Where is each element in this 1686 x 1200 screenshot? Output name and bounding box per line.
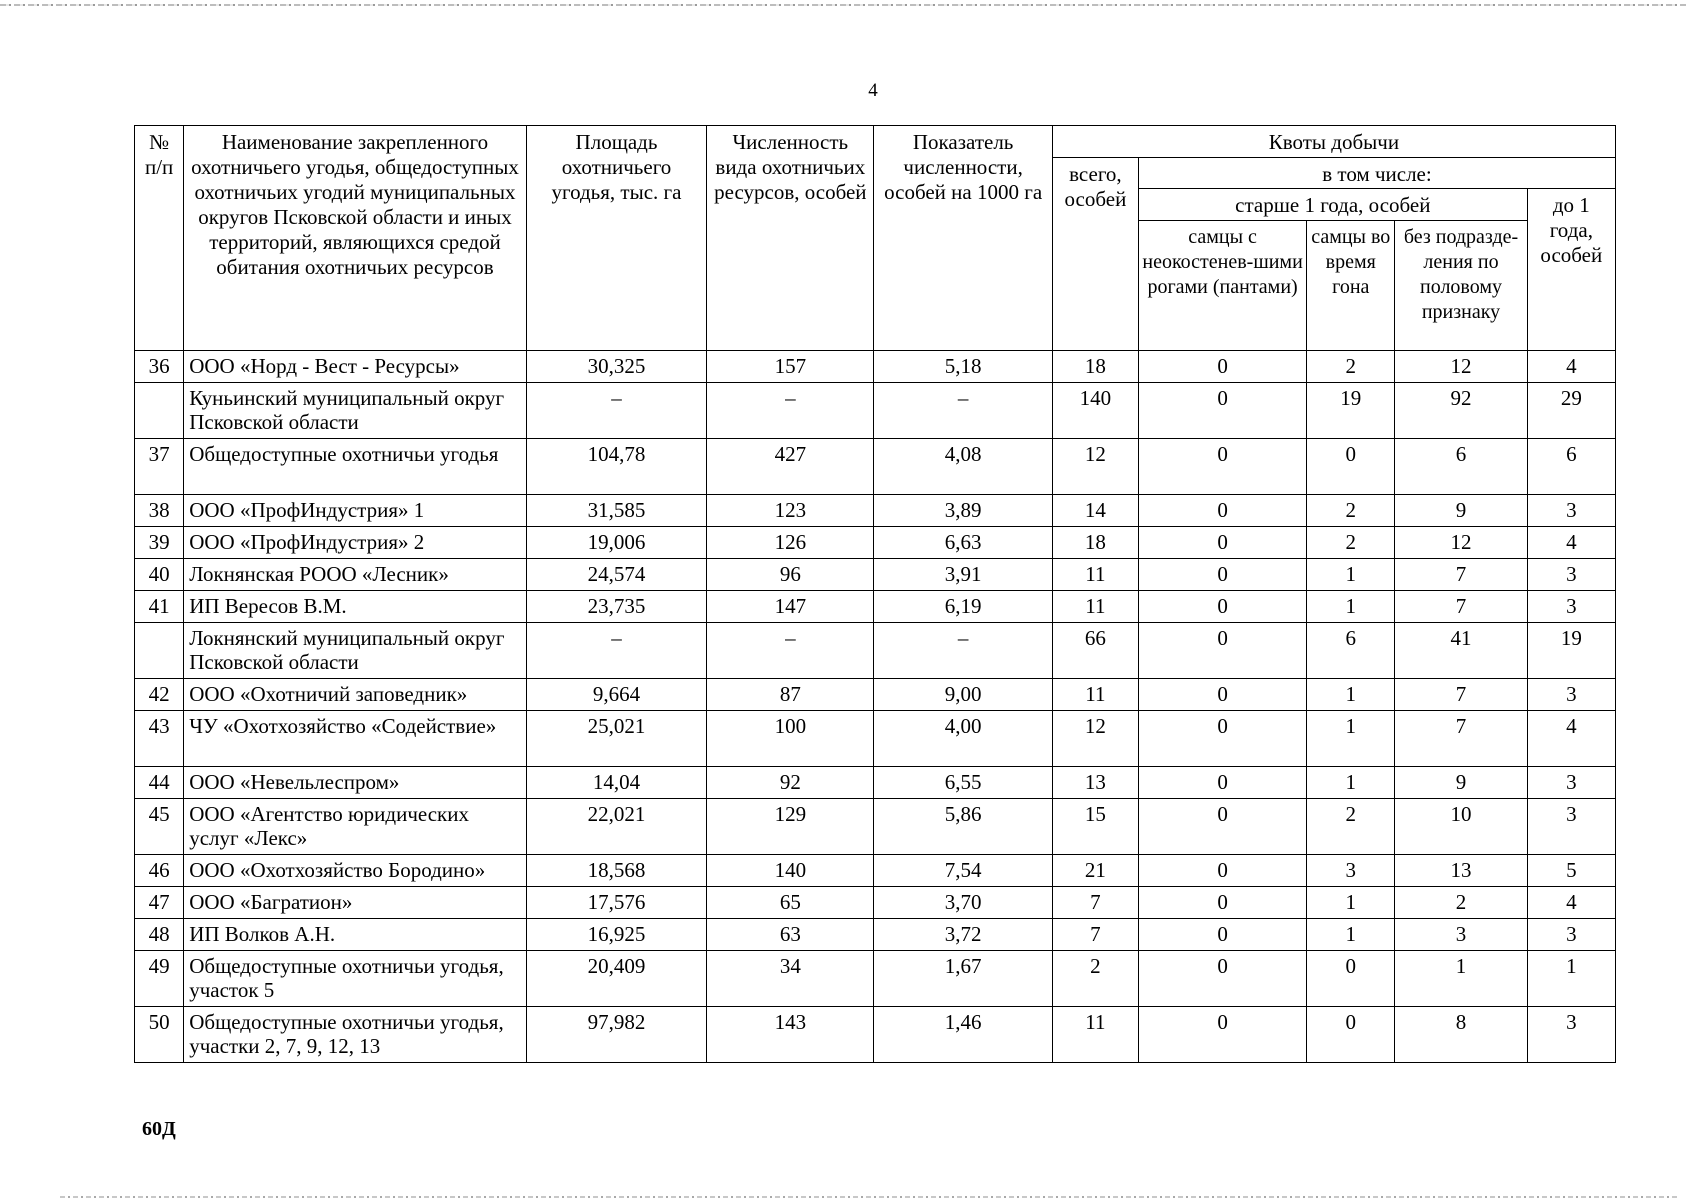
cell-num: 49 — [135, 951, 184, 1007]
cell-density: 3,72 — [874, 919, 1052, 951]
cell-under1: 19 — [1527, 623, 1615, 679]
cell-under1: 3 — [1527, 799, 1615, 855]
cell-population: – — [707, 383, 874, 439]
cell-area: 20,409 — [526, 951, 707, 1007]
cell-area: 104,78 — [526, 439, 707, 495]
table-row — [135, 439, 1616, 495]
cell-area: 24,574 — [526, 559, 707, 591]
cell-num: 48 — [135, 919, 184, 951]
cell-males-antlers: 0 — [1138, 711, 1306, 767]
cell-population: 126 — [707, 527, 874, 559]
table-row — [135, 711, 1616, 767]
cell-total: 2 — [1052, 951, 1138, 1007]
cell-area: 19,006 — [526, 527, 707, 559]
cell-males-rut: 3 — [1307, 855, 1395, 887]
cell-males-rut: 2 — [1307, 351, 1395, 383]
cell-no-sex: 12 — [1395, 351, 1527, 383]
cell-no-sex: 3 — [1395, 919, 1527, 951]
cell-name: ЧУ «Охотхозяйство «Содействие» — [184, 711, 527, 767]
cell-males-rut: 0 — [1307, 951, 1395, 1007]
cell-males-antlers: 0 — [1138, 495, 1306, 527]
cell-males-antlers: 0 — [1138, 855, 1306, 887]
header-males-rut: самцы во время гона — [1307, 221, 1395, 351]
cell-total: 15 — [1052, 799, 1138, 855]
cell-density: 4,00 — [874, 711, 1052, 767]
cell-name: ООО «Охотничий заповедник» — [184, 679, 527, 711]
cell-population: 147 — [707, 591, 874, 623]
table-row — [135, 919, 1616, 951]
cell-total: 12 — [1052, 439, 1138, 495]
cell-total: 7 — [1052, 887, 1138, 919]
cell-population: 34 — [707, 951, 874, 1007]
cell-no-sex: 7 — [1395, 591, 1527, 623]
cell-num: 47 — [135, 887, 184, 919]
cell-density: 5,86 — [874, 799, 1052, 855]
cell-area: – — [526, 383, 707, 439]
cell-name: Общедоступные охотничьи угодья, участки 2, 7, 9, 12, 13 — [184, 1007, 527, 1063]
cell-males-antlers: 0 — [1138, 439, 1306, 495]
cell-num: 42 — [135, 679, 184, 711]
table-row — [135, 559, 1616, 591]
cell-under1: 3 — [1527, 679, 1615, 711]
cell-area: 23,735 — [526, 591, 707, 623]
table-row — [135, 591, 1616, 623]
cell-name: Локнянская РООО «Лесник» — [184, 559, 527, 591]
table-body — [135, 351, 1616, 1063]
cell-num: 37 — [135, 439, 184, 495]
cell-no-sex: 41 — [1395, 623, 1527, 679]
cell-under1: 3 — [1527, 767, 1615, 799]
cell-males-rut: 1 — [1307, 767, 1395, 799]
cell-population: 87 — [707, 679, 874, 711]
cell-population: 65 — [707, 887, 874, 919]
cell-density: 3,89 — [874, 495, 1052, 527]
cell-under1: 5 — [1527, 855, 1615, 887]
cell-name: ИП Вересов В.М. — [184, 591, 527, 623]
header-older: старше 1 года, особей — [1138, 189, 1527, 221]
table-row — [135, 495, 1616, 527]
cell-area: – — [526, 623, 707, 679]
cell-area: 9,664 — [526, 679, 707, 711]
cell-num: 39 — [135, 527, 184, 559]
cell-males-rut: 1 — [1307, 711, 1395, 767]
cell-num: 40 — [135, 559, 184, 591]
cell-name: ООО «ПрофИндустрия» 1 — [184, 495, 527, 527]
cell-no-sex: 13 — [1395, 855, 1527, 887]
cell-population: – — [707, 623, 874, 679]
cell-name: ООО «Норд - Вест - Ресурсы» — [184, 351, 527, 383]
cell-num: 46 — [135, 855, 184, 887]
cell-population: 63 — [707, 919, 874, 951]
cell-total: 11 — [1052, 679, 1138, 711]
cell-males-rut: 1 — [1307, 887, 1395, 919]
cell-name: ИП Волков А.Н. — [184, 919, 527, 951]
cell-males-rut: 19 — [1307, 383, 1395, 439]
header-name: Наименование закрепленного охотничьего угодья, общедоступных охотничьих угодий муниципальных округов Псковской области и иных территорий, являющихся средой обитания охотничьих ресурсов — [184, 126, 527, 351]
cell-under1: 3 — [1527, 591, 1615, 623]
cell-no-sex: 1 — [1395, 951, 1527, 1007]
cell-under1: 3 — [1527, 559, 1615, 591]
cell-under1: 3 — [1527, 495, 1615, 527]
cell-num — [135, 383, 184, 439]
table-row — [135, 383, 1616, 439]
cell-total: 66 — [1052, 623, 1138, 679]
cell-males-antlers: 0 — [1138, 767, 1306, 799]
cell-males-antlers: 0 — [1138, 919, 1306, 951]
cell-males-antlers: 0 — [1138, 623, 1306, 679]
table-row — [135, 1007, 1616, 1063]
table-row — [135, 799, 1616, 855]
cell-males-antlers: 0 — [1138, 1007, 1306, 1063]
cell-density: – — [874, 383, 1052, 439]
table-row — [135, 767, 1616, 799]
cell-total: 7 — [1052, 919, 1138, 951]
table-header — [135, 126, 1616, 351]
cell-males-rut: 1 — [1307, 919, 1395, 951]
cell-area: 30,325 — [526, 351, 707, 383]
cell-total: 11 — [1052, 591, 1138, 623]
cell-males-rut: 0 — [1307, 439, 1395, 495]
header-males-antlers: самцы с неокостенев-шими рогами (пантами) — [1138, 221, 1306, 351]
cell-population: 140 — [707, 855, 874, 887]
cell-no-sex: 6 — [1395, 439, 1527, 495]
cell-males-antlers: 0 — [1138, 679, 1306, 711]
cell-density: 1,46 — [874, 1007, 1052, 1063]
cell-num: 44 — [135, 767, 184, 799]
cell-males-rut: 1 — [1307, 679, 1395, 711]
cell-males-antlers: 0 — [1138, 591, 1306, 623]
cell-under1: 1 — [1527, 951, 1615, 1007]
cell-no-sex: 10 — [1395, 799, 1527, 855]
cell-name: ООО «Агентство юридических услуг «Лекс» — [184, 799, 527, 855]
cell-num: 43 — [135, 711, 184, 767]
cell-males-antlers: 0 — [1138, 351, 1306, 383]
cell-no-sex: 7 — [1395, 559, 1527, 591]
cell-density: 6,55 — [874, 767, 1052, 799]
scan-edge-top — [0, 4, 1686, 6]
cell-population: 96 — [707, 559, 874, 591]
cell-males-rut: 6 — [1307, 623, 1395, 679]
cell-num: 38 — [135, 495, 184, 527]
header-quota: Квоты добычи — [1052, 126, 1615, 158]
cell-males-rut: 2 — [1307, 799, 1395, 855]
cell-under1: 29 — [1527, 383, 1615, 439]
cell-num: 50 — [135, 1007, 184, 1063]
cell-num: 45 — [135, 799, 184, 855]
footer-code: 60Д — [142, 1118, 176, 1140]
cell-name: Общедоступные охотничьи угодья — [184, 439, 527, 495]
header-including: в том числе: — [1138, 158, 1615, 189]
cell-density: – — [874, 623, 1052, 679]
table-row — [135, 679, 1616, 711]
cell-num: 41 — [135, 591, 184, 623]
cell-population: 129 — [707, 799, 874, 855]
cell-area: 31,585 — [526, 495, 707, 527]
table-row — [135, 951, 1616, 1007]
header-no-sex: без подразде-ления по половому признаку — [1395, 221, 1527, 351]
cell-density: 3,91 — [874, 559, 1052, 591]
cell-under1: 4 — [1527, 711, 1615, 767]
cell-name: Куньинский муниципальный округ Псковской области — [184, 383, 527, 439]
header-area: Площадь охотничьего угодья, тыс. га — [526, 126, 707, 351]
cell-density: 6,19 — [874, 591, 1052, 623]
cell-density: 4,08 — [874, 439, 1052, 495]
cell-total: 140 — [1052, 383, 1138, 439]
cell-name: ООО «Невельлеспром» — [184, 767, 527, 799]
cell-under1: 6 — [1527, 439, 1615, 495]
header-density: Показатель численности, особей на 1000 га — [874, 126, 1052, 351]
cell-name: ООО «Багратион» — [184, 887, 527, 919]
page-number: 4 — [868, 80, 878, 101]
cell-name: Общедоступные охотничьи угодья, участок 5 — [184, 951, 527, 1007]
cell-area: 25,021 — [526, 711, 707, 767]
cell-density: 6,63 — [874, 527, 1052, 559]
scan-edge-bottom — [60, 1196, 1680, 1198]
header-population: Численность вида охотничьих ресурсов, особей — [707, 126, 874, 351]
cell-males-antlers: 0 — [1138, 559, 1306, 591]
cell-under1: 3 — [1527, 919, 1615, 951]
cell-males-antlers: 0 — [1138, 951, 1306, 1007]
cell-no-sex: 9 — [1395, 767, 1527, 799]
cell-no-sex: 2 — [1395, 887, 1527, 919]
cell-density: 1,67 — [874, 951, 1052, 1007]
table-row — [135, 623, 1616, 679]
cell-total: 13 — [1052, 767, 1138, 799]
quota-table — [134, 125, 1616, 1063]
cell-area: 97,982 — [526, 1007, 707, 1063]
cell-under1: 4 — [1527, 351, 1615, 383]
cell-area: 14,04 — [526, 767, 707, 799]
cell-density: 9,00 — [874, 679, 1052, 711]
cell-males-rut: 2 — [1307, 495, 1395, 527]
cell-males-rut: 2 — [1307, 527, 1395, 559]
table-row — [135, 887, 1616, 919]
cell-population: 92 — [707, 767, 874, 799]
cell-population: 157 — [707, 351, 874, 383]
cell-density: 7,54 — [874, 855, 1052, 887]
cell-population: 427 — [707, 439, 874, 495]
cell-under1: 3 — [1527, 1007, 1615, 1063]
table-row — [135, 351, 1616, 383]
table-row — [135, 855, 1616, 887]
cell-under1: 4 — [1527, 527, 1615, 559]
cell-area: 16,925 — [526, 919, 707, 951]
cell-total: 14 — [1052, 495, 1138, 527]
cell-males-antlers: 0 — [1138, 799, 1306, 855]
cell-under1: 4 — [1527, 887, 1615, 919]
cell-no-sex: 12 — [1395, 527, 1527, 559]
cell-males-antlers: 0 — [1138, 527, 1306, 559]
table-row — [135, 527, 1616, 559]
cell-total: 12 — [1052, 711, 1138, 767]
cell-num: 36 — [135, 351, 184, 383]
cell-total: 11 — [1052, 559, 1138, 591]
cell-name: ООО «ПрофИндустрия» 2 — [184, 527, 527, 559]
cell-total: 11 — [1052, 1007, 1138, 1063]
cell-total: 18 — [1052, 351, 1138, 383]
cell-population: 123 — [707, 495, 874, 527]
cell-density: 5,18 — [874, 351, 1052, 383]
cell-area: 22,021 — [526, 799, 707, 855]
cell-population: 143 — [707, 1007, 874, 1063]
cell-population: 100 — [707, 711, 874, 767]
cell-area: 17,576 — [526, 887, 707, 919]
cell-no-sex: 7 — [1395, 711, 1527, 767]
header-under1: до 1 года, особей — [1527, 189, 1615, 351]
cell-total: 18 — [1052, 527, 1138, 559]
cell-name: ООО «Охотхозяйство Бородино» — [184, 855, 527, 887]
cell-no-sex: 7 — [1395, 679, 1527, 711]
cell-density: 3,70 — [874, 887, 1052, 919]
cell-males-rut: 1 — [1307, 591, 1395, 623]
cell-name: Локнянский муниципальный округ Псковской области — [184, 623, 527, 679]
header-total: всего, особей — [1052, 158, 1138, 351]
cell-no-sex: 8 — [1395, 1007, 1527, 1063]
cell-no-sex: 9 — [1395, 495, 1527, 527]
cell-males-antlers: 0 — [1138, 887, 1306, 919]
cell-total: 21 — [1052, 855, 1138, 887]
cell-num — [135, 623, 184, 679]
cell-males-rut: 0 — [1307, 1007, 1395, 1063]
cell-no-sex: 92 — [1395, 383, 1527, 439]
header-num: № п/п — [135, 126, 184, 351]
cell-males-rut: 1 — [1307, 559, 1395, 591]
cell-males-antlers: 0 — [1138, 383, 1306, 439]
cell-area: 18,568 — [526, 855, 707, 887]
